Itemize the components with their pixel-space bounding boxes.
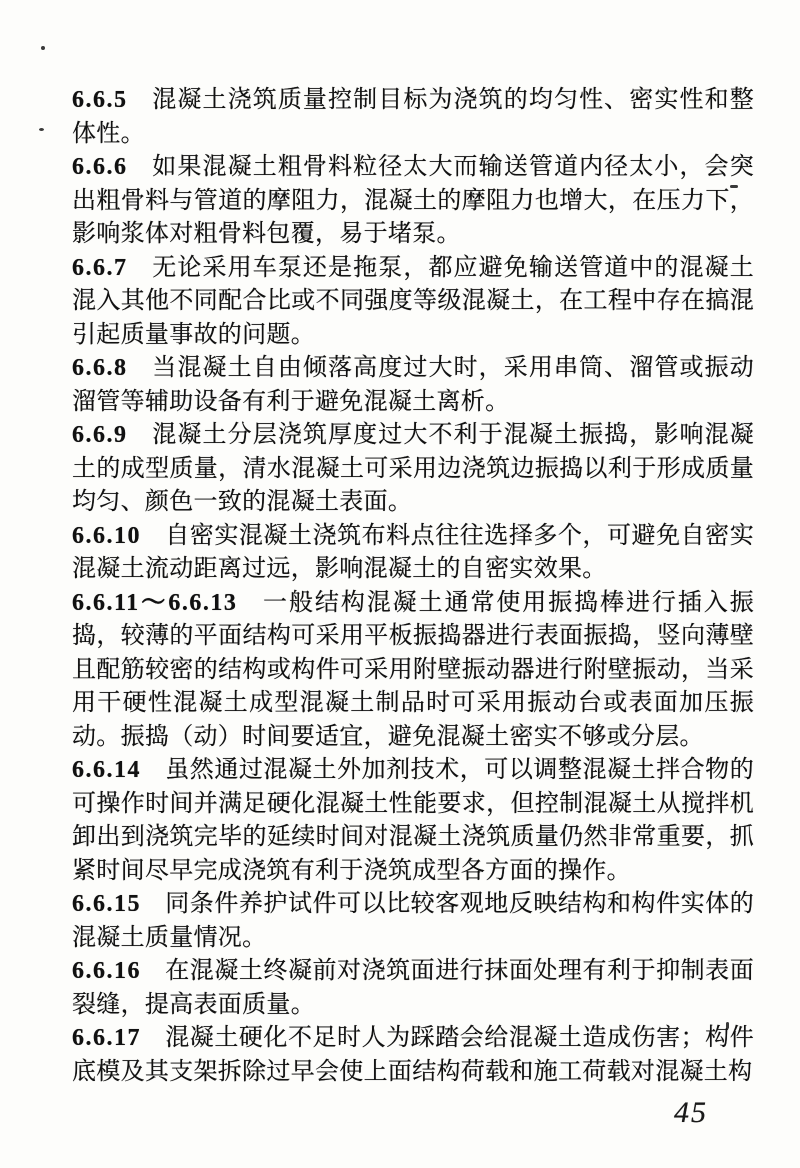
clause-paragraph (72, 754, 754, 888)
clause-paragraph (72, 888, 754, 955)
clause-text: 混凝土浇筑质量控制目标为浇筑的均匀性、密实性和整体性。 (72, 87, 754, 147)
clause-text: 同条件养护试件可以比较客观地反映结构和构件实体的混凝土质量情况。 (72, 891, 754, 951)
clause-paragraph (72, 151, 754, 252)
scan-speck (41, 46, 45, 50)
clause-paragraph (72, 1022, 754, 1089)
clause-number: 6.6.11～6.6.13 (72, 589, 238, 616)
clause-paragraph (72, 520, 754, 587)
clause-text: 混凝土硬化不足时人为踩踏会给混凝土造成伤害；构件底模及其支架拆除过早会使上面结构荷载和施工荷载对混凝土构 (72, 1025, 754, 1085)
clause-text: 当混凝土自由倾落高度过大时，采用串筒、溜管或振动溜管等辅助设备有利于避免混凝土离析。 (72, 355, 754, 415)
clause-number: 6.6.9 (72, 422, 128, 448)
clause-text: 混凝土分层浇筑厚度过大不利于混凝土振捣，影响混凝土的成型质量，清水混凝土可采用边浇筑边振捣以利于形成质量均匀、颜色一致的混凝土表面。 (72, 422, 754, 515)
clause-paragraph (72, 84, 754, 151)
clause-list (72, 84, 754, 1089)
scan-speck (39, 128, 44, 131)
clause-text: 自密实混凝土浇筑布料点往往选择多个，可避免自密实混凝土流动距离过远，影响混凝土的自密实效果。 (72, 522, 754, 582)
clause-paragraph (72, 252, 754, 353)
clause-number: 6.6.6 (72, 154, 128, 180)
clause-number: 6.6.5 (72, 87, 128, 113)
clause-number: 6.6.17 (72, 1025, 141, 1051)
clause-number: 6.6.14 (72, 757, 141, 783)
clause-text: 虽然通过混凝土外加剂技术，可以调整混凝土拌合物的可操作时间并满足硬化混凝土性能要求，但控制混凝土从搅拌机卸出到浇筑完毕的延续时间对混凝土浇筑质量仍然非常重要，抓紧时间尽早完成浇筑有利于浇筑成型各方面的操作。 (72, 757, 754, 884)
clause-text: 无论采用车泵还是拖泵，都应避免输送管道中的混凝土混入其他不同配合比或不同强度等级混凝土，在工程中存在搞混引起质量事故的问题。 (72, 254, 754, 348)
clause-paragraph (72, 955, 754, 1022)
page-number: 45 (674, 1096, 708, 1129)
clause-text: 在混凝土终凝前对浇筑面进行抹面处理有利于抑制表面裂缝，提高表面质量。 (72, 958, 754, 1018)
clause-paragraph (72, 587, 754, 755)
clause-text: 如果混凝土粗骨料粒径太大而输送管道内径太小，会突出粗骨料与管道的摩阻力，混凝土的摩阻力也增大，在压力下，影响浆体对粗骨料包覆，易于堵泵。 (72, 154, 754, 247)
clause-paragraph (72, 352, 754, 419)
clause-text: 一般结构混凝土通常使用振捣棒进行插入振捣，较薄的平面结构可采用平板振捣器进行表面振捣，竖向薄壁且配筋较密的结构或构件可采用附壁振动器进行附壁振动，当采用干硬性混凝土成型混凝土制品时可采用振动台或表面加压振动。振捣（动）时间要适宜，避免混凝土密实不够或分层。 (72, 589, 754, 750)
clause-number: 6.6.8 (72, 355, 128, 381)
clause-paragraph (72, 419, 754, 520)
clause-number: 6.6.10 (72, 522, 141, 549)
clause-number: 6.6.15 (72, 891, 141, 917)
clause-number: 6.6.16 (72, 958, 141, 984)
clause-number: 6.6.7 (72, 254, 128, 281)
